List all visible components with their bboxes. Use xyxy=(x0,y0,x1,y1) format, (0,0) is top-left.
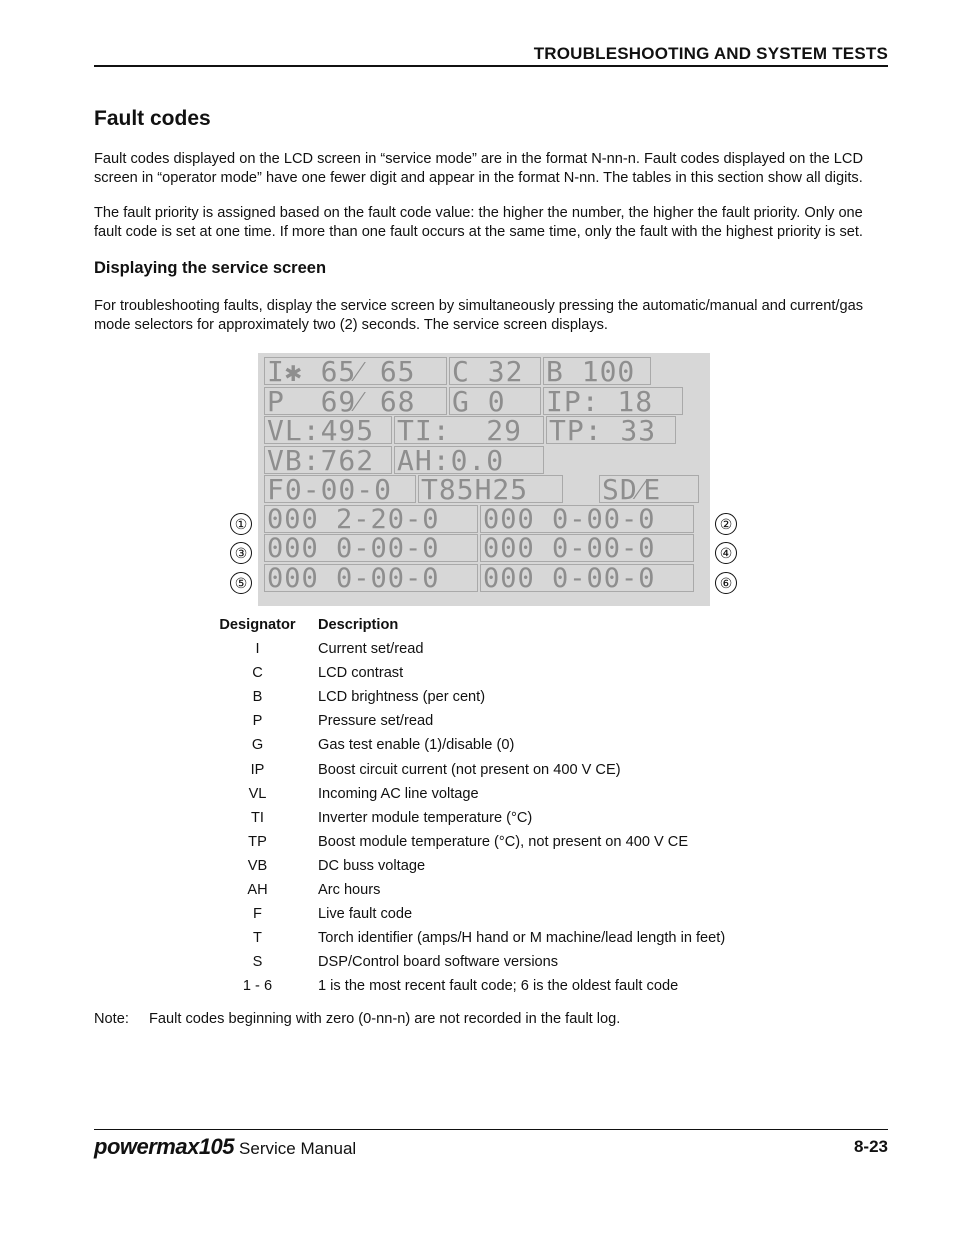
table-row xyxy=(210,951,788,975)
callout-2 xyxy=(715,513,737,535)
designator-cell: S xyxy=(252,954,263,971)
section-header: TROUBLESHOOTING AND SYSTEM TESTS xyxy=(533,44,888,63)
lcd-cell: TI: 29 xyxy=(394,416,544,444)
lcd-row xyxy=(264,505,704,535)
page-title: Fault codes xyxy=(94,107,211,130)
description-cell: DC buss voltage xyxy=(318,857,426,874)
manual-name: Service Manual xyxy=(239,1139,357,1158)
lcd-cell: VB:762 xyxy=(264,446,392,474)
footer-title xyxy=(94,1134,356,1160)
description-header: Description xyxy=(318,617,399,633)
lcd-service-screen xyxy=(258,353,710,606)
header-rule xyxy=(94,65,888,67)
table-row xyxy=(210,662,788,686)
table-row xyxy=(210,783,788,807)
intro-paragraph-2: The fault priority is assigned based on the fault code value: the higher the number, the higher the fault priority. Only one fault code is set at one time. If more than one fault occurs at the same time, only the fault with the highest priority is set. xyxy=(94,205,863,240)
table-row xyxy=(210,855,788,879)
lcd-cell: P 69⁄ 68 xyxy=(264,387,447,415)
table-row xyxy=(210,638,788,662)
lcd-cell: VL:495 xyxy=(264,416,392,444)
description-cell: Gas test enable (1)/disable (0) xyxy=(318,737,515,754)
table-row xyxy=(210,807,788,831)
table-row xyxy=(210,831,788,855)
description-cell: Pressure set/read xyxy=(318,713,434,730)
table-row xyxy=(210,686,788,710)
lcd-cell: B 100 xyxy=(543,357,651,385)
callout-label: ④ xyxy=(719,545,733,561)
table-row xyxy=(210,710,788,734)
callout-label: ⑥ xyxy=(719,575,733,591)
designator-cell: IP xyxy=(250,761,265,778)
intro-paragraph-1: Fault codes displayed on the LCD screen in “service mode” are in the format N-nn-n. Fault codes displayed on the LCD screen in “operator mode” have one fewer digit and appear in the format N-nn. The tables in this section show all digits. xyxy=(94,151,863,186)
lcd-cell: 000 0-00-0 xyxy=(264,534,478,562)
designator-cell: P xyxy=(252,713,263,730)
callout-label: ② xyxy=(719,516,733,532)
lcd-row xyxy=(264,357,704,387)
lcd-cell: 000 0-00-0 xyxy=(480,505,694,533)
description-cell: DSP/Control board software versions xyxy=(318,954,559,971)
description-cell: Boost circuit current (not present on 400 V CE) xyxy=(318,761,621,778)
callout-label: ⑤ xyxy=(234,575,248,591)
callout-label: ① xyxy=(234,516,248,532)
footer-rule xyxy=(94,1129,888,1130)
lcd-cell: SD⁄E xyxy=(599,475,699,503)
description-cell: Boost module temperature (°C), not present on 400 V CE xyxy=(318,833,689,850)
service-screen-paragraph: For troubleshooting faults, display the service screen by simultaneously pressing the automatic/manual and current/gas mode selectors for approximately two (2) seconds. The service screen displays. xyxy=(94,298,864,333)
table-row xyxy=(210,879,788,903)
callout-1 xyxy=(230,513,252,535)
lcd-cell: IP: 18 xyxy=(543,387,683,415)
description-cell: Current set/read xyxy=(318,641,424,658)
designator-cell: T xyxy=(253,930,262,947)
lcd-cell: F0-00-0 xyxy=(264,475,416,503)
description-cell: LCD contrast xyxy=(318,665,404,682)
note xyxy=(94,1011,620,1027)
designator-table xyxy=(210,614,788,1000)
table-row xyxy=(210,927,788,951)
callout-5 xyxy=(230,572,252,594)
lcd-cell: 000 2-20-0 xyxy=(264,505,478,533)
note-label: Note: xyxy=(94,1011,129,1027)
designator-cell: F xyxy=(253,906,262,923)
lcd-cell: C 32 xyxy=(449,357,541,385)
table-row xyxy=(210,975,788,999)
description-cell: 1 is the most recent fault code; 6 is the oldest fault code xyxy=(318,978,679,995)
table-row xyxy=(210,734,788,758)
designator-cell: TP xyxy=(248,833,267,850)
designator-cell: B xyxy=(252,689,263,706)
lcd-cell: 000 0-00-0 xyxy=(264,564,478,592)
designator-cell: G xyxy=(251,737,264,754)
lcd-row xyxy=(264,534,704,564)
lcd-row xyxy=(264,387,704,417)
designator-cell: 1 - 6 xyxy=(242,978,273,995)
brand-logo: powermax105 xyxy=(94,1134,235,1159)
designator-header: Designator xyxy=(219,617,296,633)
lcd-cell: AH:0.0 xyxy=(394,446,544,474)
description-cell: Torch identifier (amps/H hand or M machine/lead length in feet) xyxy=(318,930,726,947)
lcd-row xyxy=(264,564,704,594)
callout-6 xyxy=(715,572,737,594)
lcd-row xyxy=(264,475,704,505)
lcd-cell: T85H25 xyxy=(418,475,563,503)
designator-cell: VB xyxy=(247,857,268,874)
lcd-cell: I✱ 65⁄ 65 xyxy=(264,357,447,385)
table-row xyxy=(210,759,788,783)
description-cell: LCD brightness (per cent) xyxy=(318,689,486,706)
lcd-cell: 000 0-00-0 xyxy=(480,534,694,562)
callout-4 xyxy=(715,542,737,564)
lcd-row xyxy=(264,446,704,476)
callout-label: ③ xyxy=(234,545,248,561)
designator-cell: TI xyxy=(251,809,264,826)
table-row xyxy=(210,903,788,927)
description-cell: Inverter module temperature (°C) xyxy=(318,809,533,826)
page-number: 8-23 xyxy=(853,1137,888,1156)
note-text: Fault codes beginning with zero (0-nn-n) are not recorded in the fault log. xyxy=(149,1011,621,1027)
description-cell: Live fault code xyxy=(318,906,413,923)
lcd-cell: G 0 xyxy=(449,387,541,415)
lcd-row xyxy=(264,416,704,446)
table-header-row xyxy=(210,614,788,638)
lcd-cell: TP: 33 xyxy=(546,416,676,444)
callout-3 xyxy=(230,542,252,564)
description-cell: Incoming AC line voltage xyxy=(318,785,479,802)
designator-cell: C xyxy=(252,665,263,682)
section-subheading: Displaying the service screen xyxy=(94,259,327,277)
designator-cell: AH xyxy=(247,882,268,899)
designator-cell: I xyxy=(255,641,260,658)
lcd-cell: 000 0-00-0 xyxy=(480,564,694,592)
description-cell: Arc hours xyxy=(318,882,381,899)
designator-cell: VL xyxy=(248,785,267,802)
